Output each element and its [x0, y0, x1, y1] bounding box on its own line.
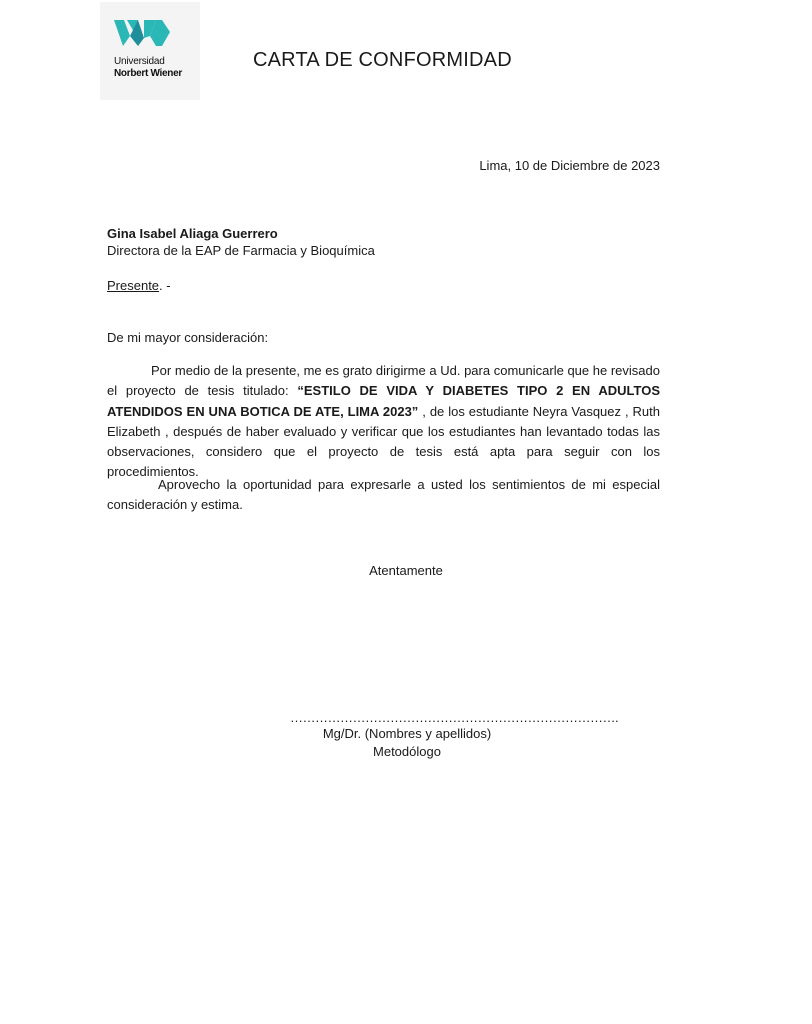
greeting: De mi mayor consideración: — [107, 330, 269, 345]
signature-role: Metodólogo — [373, 744, 441, 759]
logo-mark-icon — [114, 16, 172, 50]
recipient-name: Gina Isabel Aliaga Guerrero — [107, 226, 278, 241]
signature-name: Mg/Dr. (Nombres y apellidos) — [322, 726, 492, 741]
logo-text-line2: Norbert Wiener — [114, 68, 182, 79]
presente-line — [107, 278, 171, 293]
paragraph2-text: Aprovecho la oportunidad para expresarle a usted los sentimientos de mi especial consideración y estima. — [107, 477, 660, 513]
presente-suffix: . - — [159, 278, 171, 293]
university-logo — [100, 2, 200, 100]
signature-block — [290, 710, 619, 761]
paragraph1-intro: Por medio de la presente, me es grato dirigirme a Ud. para comunicarle que he revisado el proyecto de tesis titulado: — [107, 363, 660, 399]
recipient-role: Directora de la EAP de Farmacia y Bioquímica — [107, 243, 375, 258]
document-title: CARTA DE CONFORMIDAD — [253, 49, 512, 71]
signature-line: ……………………………………………………………………. — [290, 710, 619, 725]
paragraph1-rest: , de los estudiante Neyra Vasquez , Ruth Elizabeth , después de haber evaluado y verificar que los estudiantes han levantado todas las observaciones, considero que el proyecto de tesis está apta para seguir con los procedimientos. — [107, 403, 660, 480]
body-paragraph-2 — [107, 475, 660, 516]
thesis-title: “ESTILO DE VIDA Y DIABETES TIPO 2 EN ADULTOS ATENDIDOS EN UNA BOTICA DE ATE, LIMA 2023” — [107, 383, 660, 419]
body-paragraph-1 — [107, 361, 660, 483]
presente-word: Presente — [107, 278, 160, 293]
closing-phrase: Atentamente — [369, 563, 443, 578]
letter-date: Lima, 10 de Diciembre de 2023 — [479, 158, 660, 173]
logo-text-line1: Universidad — [114, 56, 165, 67]
